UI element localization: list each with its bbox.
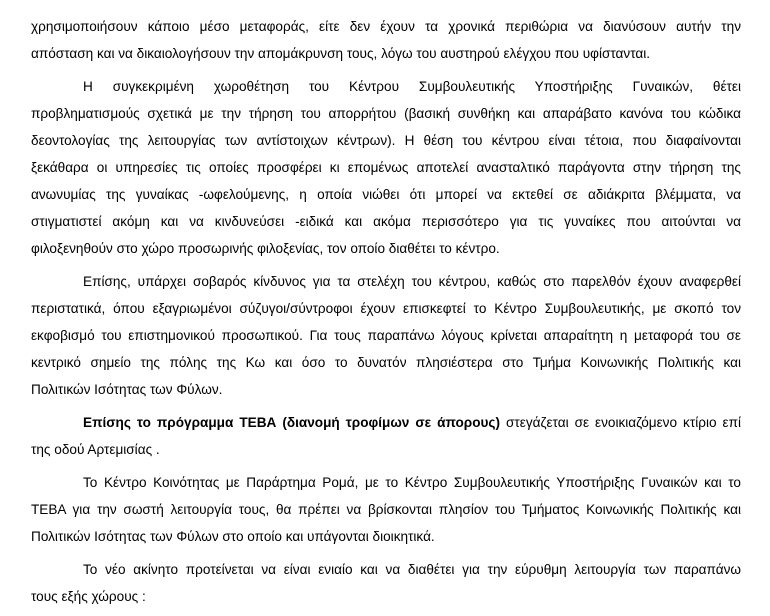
text-line: φιλοξενηθούν στο χώρο προσωρινής φιλοξενίας, τον οποίο διαθέτει το κέντρο.	[31, 241, 500, 256]
text-line: στιγματιστεί ακόμη και να κινδυνεύσει -ειδικά και ακόμα περισσότερο για τις γυναίκες που αιτούνται να	[31, 214, 741, 229]
text-line: απόσταση και να δικαιολογήσουν την απομάκρυνση τους, λόγω του αυστηρού ελέγχου που υφίστανται.	[31, 46, 651, 61]
text-line: ΤΕΒΑ για την σωστή λειτουργία τους, θα πρέπει να βρίσκονται πλησίον του Τμήματος Κοινωνικής Πολιτικής και	[31, 502, 741, 517]
bold-heading-text: Επίσης το πρόγραμμα ΤΕΒΑ (διανομή τροφίμων σε άπορους)	[83, 415, 501, 430]
text-line: Το νέο ακίνητο προτείνεται να είναι ενιαίο και να διαθέτει για την εύρυθμη λειτουργία των παραπάνω	[83, 562, 741, 577]
text-line: της οδού Αρτεμισίας .	[31, 442, 160, 457]
text-line: Επίσης, υπάρχει σοβαρός κίνδυνος για τα στελέχη του κέντρου, καθώς στο παρελθόν έχουν αναφερθεί	[83, 274, 741, 289]
text-line: περιστατικά, όπου εξαγριωμένοι σύζυγοι/σύντροφοι έχουν επισκεφτεί το Κέντρο Συμβουλευτικής, με σκοπό τον	[31, 301, 741, 316]
text-run: στεγάζεται σε ενοικιαζόμενο κτίριο επί	[500, 415, 741, 430]
text-line	[31, 409, 741, 436]
text-line: ανωνυμίας της γυναίκας -ωφελούμενης, η οποία νιώθει ότι μπορεί να εκτεθεί σε αδιάκριτα βλέμματα, να	[31, 187, 741, 202]
paragraph-teva-program	[31, 409, 741, 463]
document-body	[31, 13, 741, 616]
text-line: Πολιτικών Ισότητας των Φύλων στο οποίο και υπάγονται διοικητικά.	[31, 529, 435, 544]
paragraph-proximity	[31, 469, 741, 550]
paragraph-transport	[31, 13, 741, 67]
text-line: προβληματισμούς σχετικά με την τήρηση του απορρήτου (βασική συνθήκη και απαράβατο κανόνα του κώδικα	[31, 106, 741, 121]
text-line: Η συγκεκριμένη χωροθέτηση του Κέντρου Συμβουλευτικής Υποστήριξης Γυναικών, θέτει	[83, 79, 741, 94]
text-line: ξεκάθαρα οι υπηρεσίες τις οποίες προσφέρει κι επομένως αποτελεί ανασταλτικό παράγοντα στην τήρηση της	[31, 160, 741, 175]
text-line: τους εξής χώρους :	[31, 589, 146, 604]
text-line: κεντρικό σημείο της πόλης της Κω και όσο το δυνατόν πλησιέστερα στο Τμήμα Κοινωνικής Πολιτικής και	[31, 355, 741, 370]
paragraph-new-property	[31, 556, 741, 610]
text-line: εκφοβισμό του επιστημονικού προσωπικού. Για τους παραπάνω λόγους κρίνεται απαραίτητη η μεταφορά του σε	[31, 328, 741, 343]
text-line: χρησιμοποιήσουν κάποιο μέσο μεταφοράς, είτε δεν έχουν τα χρονικά περιθώρια να διανύσουν αυτήν την	[31, 19, 741, 34]
paragraph-staff-risk	[31, 268, 741, 403]
text-line: δεοντολογίας της λειτουργίας των αντίστοιχων κέντρων). Η θέση του κέντρου είναι τέτοια, που διαφαίνονται	[31, 133, 741, 148]
text-line: Πολιτικών Ισότητας των Φύλων.	[31, 382, 223, 397]
text-line: Το Κέντρο Κοινότητας με Παράρτημα Ρομά, με το Κέντρο Συμβουλευτικής Υποστήριξης Γυναικών και το	[83, 475, 741, 490]
paragraph-counseling-location	[31, 73, 741, 262]
